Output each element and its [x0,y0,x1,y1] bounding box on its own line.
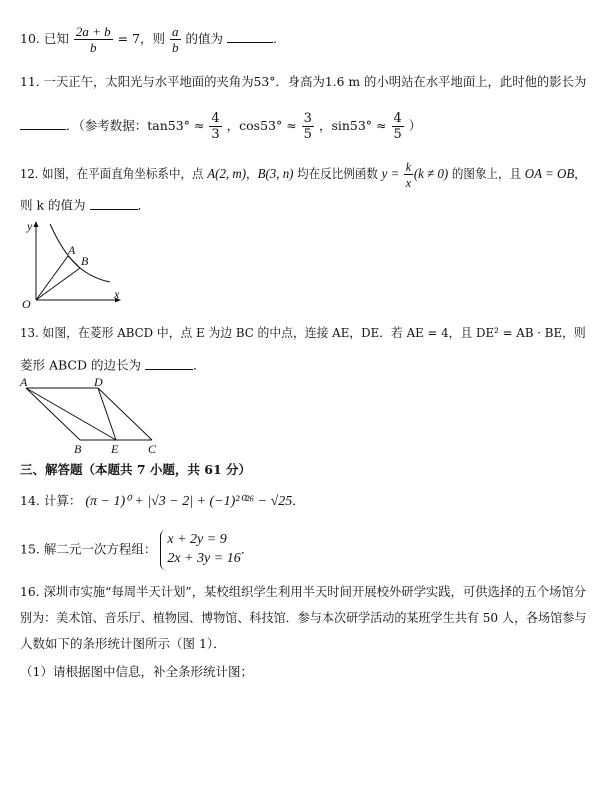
q11-answer-blank[interactable] [20,117,66,131]
q13-side-dc [98,388,152,440]
question-16-sub-1: （1）请根据图中信息，补全条形统计图； [20,664,253,679]
q15-equation-system [160,530,240,570]
q13-label-b: B [74,442,82,456]
q11-sin-fraction: $\frac{4}{5}$ [393,111,402,142]
q12-segment-oa [36,256,68,300]
q11-sin-label: ，sin53° ≈ [318,118,387,133]
q12-segment-ob [36,268,80,300]
q13-label-c: C [148,442,157,456]
q13-label-e: E [111,442,119,456]
q11-cos-fraction: $\frac{3}{5}$ [303,111,312,142]
q15-equation-2: 2x + 3y = 16 [167,550,241,566]
q13-answer-blank[interactable] [145,356,193,370]
q11-text: 一天正午，太阳光与水平地面的夹角为53°．身高为1.6 m 的小明站在水平地面上，此时他的影长为 [43,74,587,89]
q10-prefix: 已知 [43,31,69,46]
q12-point-b: B(3, n) [257,167,294,182]
question-16-line-1: 16. 深圳市实施“每周半天计划”，某校组织学生利用半天时间开展校外研学实践，可供选择的五个场馆分 [20,584,587,599]
q10-frac1-denominator: b [90,40,97,55]
question-11-line-1 [20,76,586,89]
q10-fraction-1 [74,25,113,54]
q12-func-condition: (k ≠ 0) [413,167,449,182]
question-10: 10. 已知 $\frac{2a + b}{b}$ = 7，则 $\frac{a}{b}$ 的值为 . [20,24,277,55]
q11-hint-open: ．（参考数据：tan53° ≈ [66,118,205,133]
q10-frac2-numerator: a [172,24,179,39]
question-13-line-1: 13. 如图，在菱形 ABCD 中，点 E 为边 BC 的中点，连接 AE，DE．若 AE = 4，且 DE² = AB · BE，则 [20,325,586,340]
q10-frac2-denominator: b [172,40,179,55]
q16-number: 16. [20,584,40,599]
q12-label-a: A [68,243,76,257]
question-16-line-3: 人数如下的条形统计图所示（图 1）． [20,636,226,651]
q12-figure [18,218,128,308]
q11-tan-fraction: $\frac{4}{3}$ [211,111,220,142]
section-3-heading: 三、解答题（本题共 7 小题，共 61 分） [20,462,252,477]
q12-point-a: A(2, m) [207,167,247,182]
q11-hint-close: ） [408,118,422,133]
q13-segment-ae [26,388,116,440]
q10-frac1-numerator: 2a + b [75,24,111,39]
question-12-line-2: 则 k 的值为 ． [20,197,151,213]
q14-number: 14. [20,493,40,508]
q13-segment-de [98,388,116,440]
q12-segment-ab [68,256,80,268]
q10-number: 10. [20,31,40,46]
q12-func-lhs: y = [381,167,400,182]
q12-label-y: y [27,219,33,233]
question-14: 14. 计算： (π − 1)⁰ + |√3 − 2| + (−1)²⁰²⁶ − √25． [20,493,305,509]
q13-label-a: A [20,376,28,389]
q10-fraction-2 [170,25,181,54]
q12-func-fraction: $\frac{k}{x}$ [405,159,412,190]
q13-number: 13. [20,325,39,340]
q12-label-x: x [114,287,120,301]
q12-y-arrow [34,221,39,227]
q11-number: 11. [20,74,40,89]
q13-figure [18,376,168,456]
question-11-line-2 [20,112,421,141]
question-13-line-2: 菱形 ABCD 的边长为 ． [20,357,206,373]
q12-number: 12. [20,166,39,181]
q14-expression: (π − 1)⁰ + |√3 − 2| + (−1)²⁰²⁶ − √25 [85,494,293,509]
question-16-line-2: 别为：美术馆、音乐厅、植物园、博物馆、科技馆．参与本次研学活动的某班学生共有 50 人，各场馆参与 [20,610,587,625]
q12-answer-blank[interactable] [90,196,138,210]
q13-label-d: D [94,376,103,389]
q10-answer-blank[interactable] [227,30,273,44]
q15-equation-1: x + 2y = 9 [167,532,227,547]
q10-equals: = 7，则 [117,31,166,46]
q12-label-o: O [22,297,31,308]
question-15: 15. 解二元一次方程组： x + 2y = 9 2x + 3y = 16 ． [20,530,253,570]
q12-condition: OA = OB [524,167,575,182]
q11-cos-label: ，cos53° ≈ [226,118,297,133]
q15-number: 15. [20,541,40,557]
q12-label-b: B [81,254,89,268]
question-12-line-1: 12. 如图，在平面直角坐标系中，点 A(2, m)，B(3, n) 均在反比例函数 y = $\frac{k}{x}$ (k ≠ 0) 的图象上，且 OA = OB， [20,159,586,190]
q12-hyperbola [50,224,110,282]
q10-suffix: 的值为 [185,31,224,46]
